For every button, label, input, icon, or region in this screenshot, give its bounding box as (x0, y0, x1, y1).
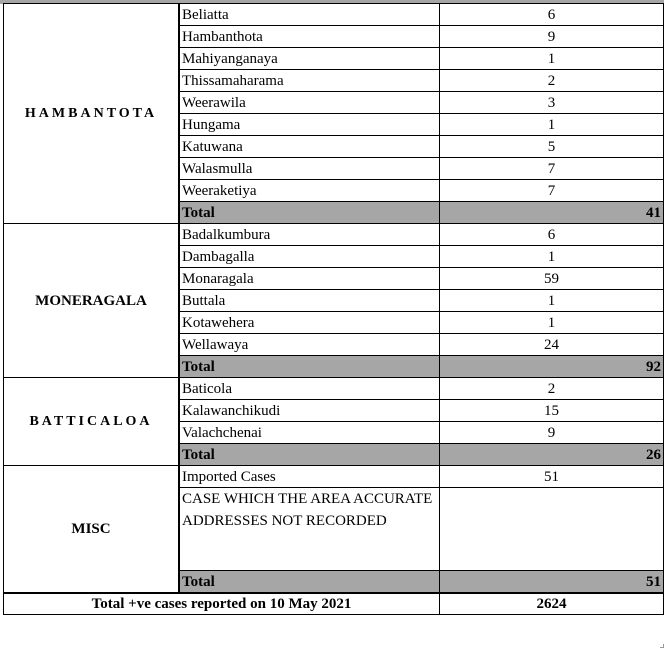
area-name: Weerawila (179, 92, 440, 114)
case-count: 6 (440, 224, 664, 246)
case-count: 1 (440, 48, 664, 70)
area-name: Hungama (179, 114, 440, 136)
unrecorded-address-note: CASE WHICH THE AREA ACCURATE ADDRESSES NOT RECORDED (179, 488, 440, 571)
area-name: Buttala (179, 290, 440, 312)
area-name: Beliatta (179, 4, 440, 26)
case-count: 1 (440, 290, 664, 312)
case-count: 9 (440, 26, 664, 48)
grand-total-row (4, 593, 664, 615)
area-name: Hambanthota (179, 26, 440, 48)
district-name: HAMBANTOTA (4, 4, 180, 224)
district-cases-table (3, 3, 664, 615)
area-name: Walasmulla (179, 158, 440, 180)
area-name: Thissamaharama (179, 70, 440, 92)
case-count: 3 (440, 92, 664, 114)
case-count: 15 (440, 400, 664, 422)
case-count: 24 (440, 334, 664, 356)
total-value: 92 (440, 356, 664, 378)
area-name: Monaragala (179, 268, 440, 290)
district-name: MISC (4, 466, 180, 594)
district-name: BATTICALOA (4, 378, 180, 466)
area-name: Katuwana (179, 136, 440, 158)
case-count: 2 (440, 378, 664, 400)
area-name: Kotawehera (179, 312, 440, 334)
table-body (4, 4, 664, 615)
area-name: Weeraketiya (179, 180, 440, 202)
area-name: Imported Cases (179, 466, 440, 488)
total-value: 26 (440, 444, 664, 466)
case-count: 5 (440, 136, 664, 158)
case-count: 51 (440, 466, 664, 488)
area-name: Dambagalla (179, 246, 440, 268)
grand-total-label: Total +ve cases reported on 10 May 2021 (4, 593, 440, 615)
case-count: 1 (440, 312, 664, 334)
total-value: 51 (440, 571, 664, 594)
table-row (4, 466, 664, 488)
area-name: Valachchenai (179, 422, 440, 444)
table-row (4, 4, 664, 26)
total-label: Total (179, 571, 440, 594)
table-row (4, 378, 664, 400)
case-count: 2 (440, 70, 664, 92)
case-count: 1 (440, 246, 664, 268)
district-name: MONERAGALA (4, 224, 180, 378)
case-count: 7 (440, 158, 664, 180)
area-name: Wellawaya (179, 334, 440, 356)
total-label: Total (179, 202, 440, 224)
area-name: Badalkumbura (179, 224, 440, 246)
case-count (440, 488, 664, 571)
total-label: Total (179, 356, 440, 378)
case-count: 1 (440, 114, 664, 136)
table-row (4, 224, 664, 246)
area-name: Mahiyanganaya (179, 48, 440, 70)
area-name: Kalawanchikudi (179, 400, 440, 422)
area-name: Baticola (179, 378, 440, 400)
total-label: Total (179, 444, 440, 466)
total-value: 41 (440, 202, 664, 224)
page-corner-mark (660, 644, 664, 648)
grand-total-value: 2624 (440, 593, 664, 615)
case-count: 6 (440, 4, 664, 26)
case-count: 7 (440, 180, 664, 202)
case-count: 9 (440, 422, 664, 444)
case-count: 59 (440, 268, 664, 290)
